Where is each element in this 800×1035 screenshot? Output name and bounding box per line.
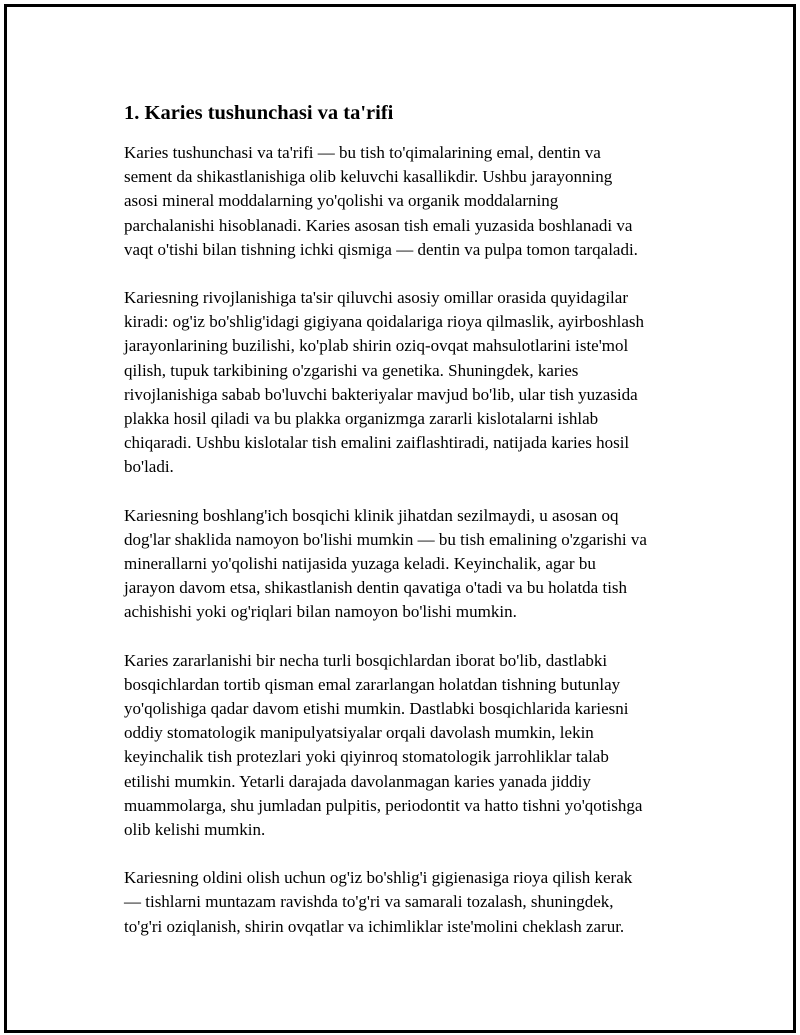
paragraph-line: parchalanishi hisoblanadi. Karies asosan tish emali yuzasida boshlanadi va xyxy=(124,215,633,235)
paragraph xyxy=(124,141,702,262)
paragraph-line: asosi mineral moddalarning yo'qolishi va organik moddalarning xyxy=(124,191,559,211)
paragraph xyxy=(124,649,702,843)
paragraph-line: etilishi mumkin. Yetarli darajada davolanmagan karies yanada jiddiy xyxy=(124,771,591,791)
paragraph-line: jarayonlarining buzilishi, ko'plab shirin oziq-ovqat mahsulotlarini iste'mol xyxy=(124,336,629,356)
paragraph xyxy=(124,286,702,480)
document-content xyxy=(122,100,702,963)
paragraph-line: to'g'ri oziqlanish, shirin ovqatlar va ichimliklar iste'molini cheklash zarur. xyxy=(124,916,625,936)
paragraph-line: jarayon davom etsa, shikastlanish dentin qavatiga o'tadi va bu holatda tish xyxy=(124,578,628,598)
paragraph-line: vaqt o'tishi bilan tishning ichki qismiga — dentin va pulpa tomon tarqaladi. xyxy=(124,239,638,259)
paragraph-line: qilish, tupuk tarkibining o'zgarishi va genetika. Shuningdek, karies xyxy=(124,360,579,380)
paragraph-line: Kariesning boshlang'ich bosqichi klinik jihatdan sezilmaydi, u asosan oq xyxy=(124,505,619,525)
paragraph-line: olib kelishi mumkin. xyxy=(124,820,266,840)
paragraph xyxy=(124,504,702,625)
section-heading: 1. Karies tushunchasi va ta'rifi xyxy=(124,102,394,124)
paragraphs-container xyxy=(122,141,702,939)
paragraph-line: Kariesning oldini olish uchun og'iz bo'shlig'i gigienasiga rioya qilish kerak xyxy=(124,868,633,888)
paragraph-line: minerallarni yo'qolishi natijasida yuzaga keladi. Keyinchalik, agar bu xyxy=(124,554,596,574)
paragraph-line: muammolarga, shu jumladan pulpitis, periodontit va hatto tishni yo'qotishga xyxy=(124,795,643,815)
paragraph-line: Karies zararlanishi bir necha turli bosqichlardan iborat bo'lib, dastlabki xyxy=(124,650,608,670)
paragraph-line: bosqichlardan tortib qisman emal zararlangan holatdan tishning butunlay xyxy=(124,674,621,694)
paragraph-line: kiradi: og'iz bo'shlig'idagi gigiyana qoidalariga rioya qilmaslik, ayirboshlash xyxy=(124,312,645,332)
paragraph-line: sement da shikastlanishiga olib keluvchi kasallikdir. Ushbu jarayonning xyxy=(124,167,613,187)
paragraph-line: achishishi yoki og'riqlari bilan namoyon bo'lishi mumkin. xyxy=(124,602,517,622)
paragraph-line: — tishlarni muntazam ravishda to'g'ri va samarali tozalash, shuningdek, xyxy=(124,892,614,912)
paragraph xyxy=(124,866,702,939)
paragraph-line: oddiy stomatologik manipulyatsiyalar orqali davolash mumkin, lekin xyxy=(124,723,594,743)
paragraph-line: yo'qolishiga qadar davom etishi mumkin. Dastlabki bosqichlarida kariesni xyxy=(124,699,629,719)
paragraph-line: plakka hosil qiladi va bu plakka organizmga zararli kislotalarni ishlab xyxy=(124,409,599,429)
page-frame xyxy=(4,4,796,1033)
paragraph-line: Kariesning rivojlanishiga ta'sir qiluvchi asosiy omillar orasida quyidagilar xyxy=(124,288,628,308)
paragraph-line: Karies tushunchasi va ta'rifi — bu tish to'qimalarining emal, dentin va xyxy=(124,143,601,162)
paragraph-line: rivojlanishiga sabab bo'luvchi bakteriyalar mavjud bo'lib, ular tish yuzasida xyxy=(124,384,638,404)
paragraph-line: bo'ladi. xyxy=(124,457,174,477)
paragraph-line: keyinchalik tish protezlari yoki qiyinroq stomatologik jarrohliklar talab xyxy=(124,747,609,767)
paragraph-line: dog'lar shaklida namoyon bo'lishi mumkin — bu tish emalining o'zgarishi va xyxy=(124,529,647,549)
paragraph-line: chiqaradi. Ushbu kislotalar tish emalini zaiflashtiradi, natijada karies hosil xyxy=(124,433,630,453)
